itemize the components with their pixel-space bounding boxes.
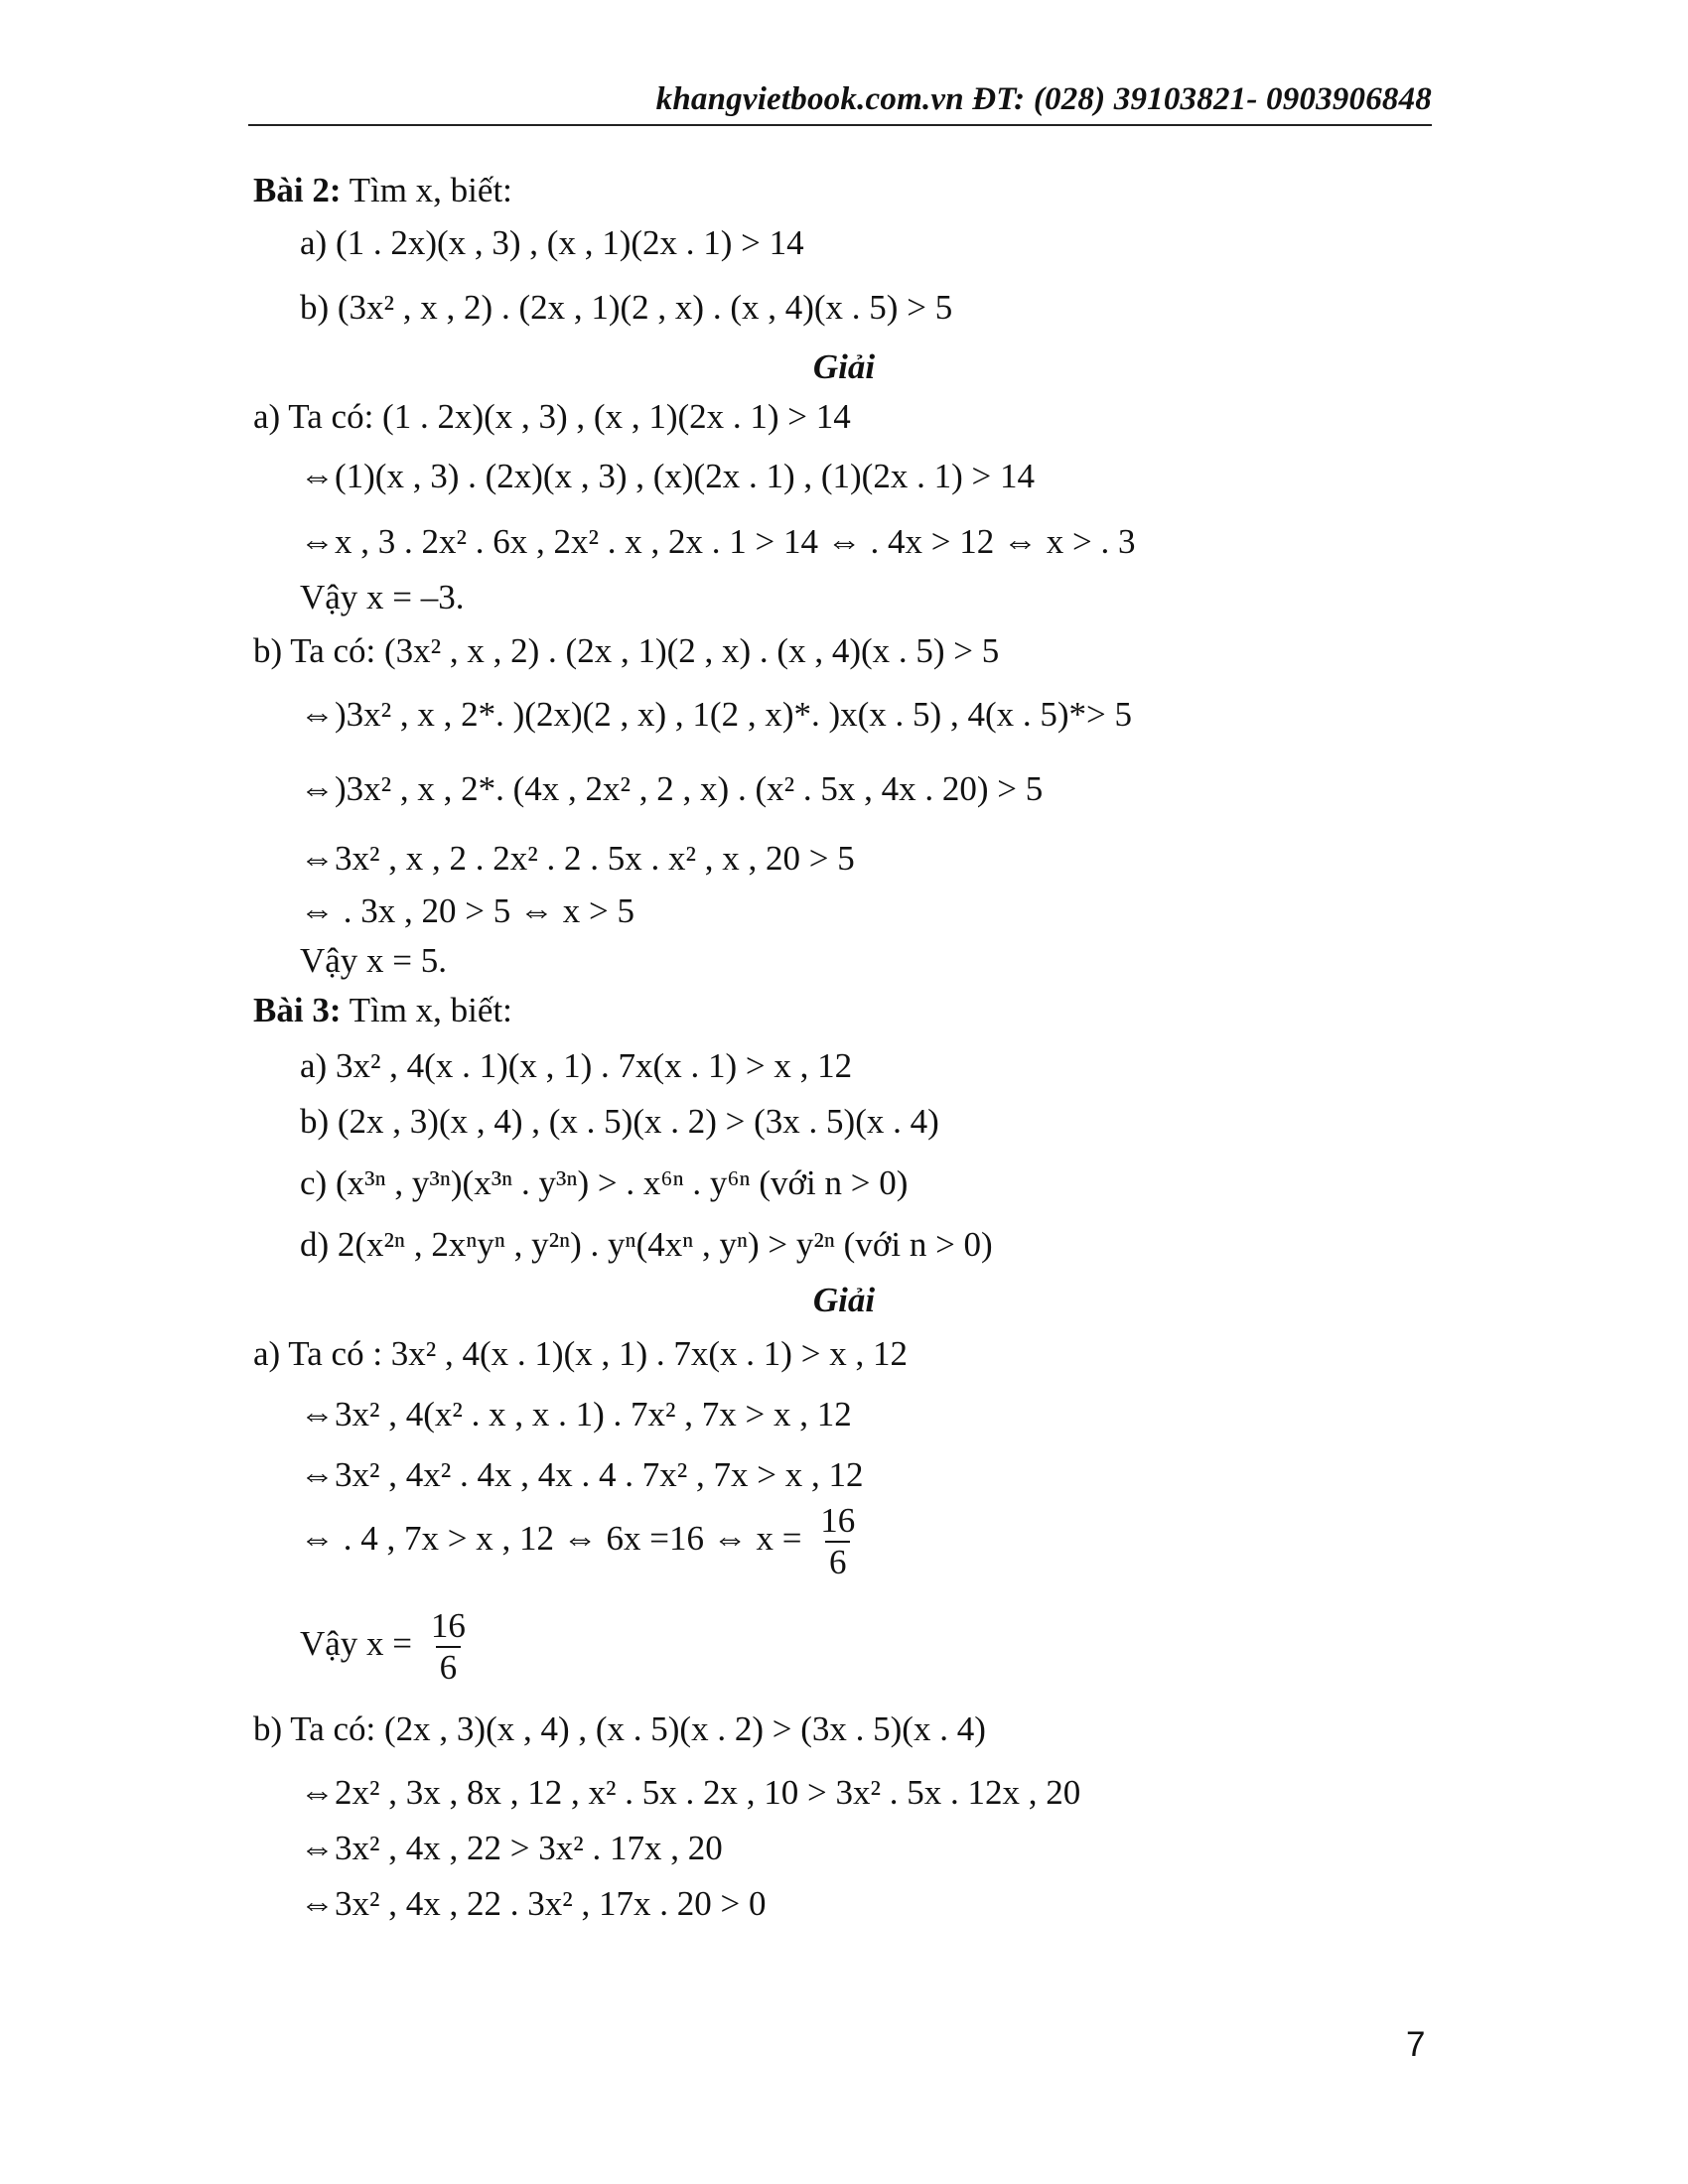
bai3-solution-heading: Giải	[812, 1281, 876, 1319]
bai3-sol-a-line: ⇔3x² , 4x² . 4x , 4x . 4 . 7x² , 7x > x , 12	[300, 1455, 864, 1494]
bai3-sol-a-fraction-line	[300, 1501, 859, 1582]
bai2-sol-a-line: ⇔(1)(x , 3) . (2x)(x , 3) , (x)(2x . 1) , (1)(2x . 1) > 14	[300, 457, 1035, 495]
bai2-sol-a-line: ⇔x , 3 . 2x² . 6x , 2x² . x , 2x . 1 > 14 ⇔ . 4x > 12 ⇔ x > . 3	[300, 522, 1136, 561]
fraction	[427, 1606, 470, 1688]
fraction-line-prefix: ⇔ . 4 , 7x > x , 12 ⇔ 6x =16 ⇔ x =	[300, 1519, 802, 1559]
bai2-sol-b-line: ⇔)3x² , x , 2*. (4x , 2x² , 2 , x) . (x² . 5x , 4x . 20) > 5	[300, 769, 1044, 808]
bai2-sol-b-line: ⇔3x² , x , 2 . 2x² . 2 . 5x . x² , x , 20 > 5	[300, 839, 855, 878]
bai3-sol-b-line: ⇔3x² , 4x , 22 . 3x² , 17x . 20 > 0	[300, 1884, 767, 1923]
bai2-sol-b-line: ⇔)3x² , x , 2*. )(2x)(2 , x) , 1(2 , x)*. )x(x . 5) , 4(x . 5)*> 5	[300, 695, 1133, 734]
fraction-denominator: 6	[436, 1646, 462, 1688]
fraction-denominator: 6	[825, 1541, 851, 1582]
bai2-sol-b-line: ⇔ . 3x , 20 > 5 ⇔ x > 5	[300, 891, 634, 930]
bai3-item-c: c) (x³ⁿ , y³ⁿ)(x³ⁿ . y³ⁿ) > . x⁶ⁿ . y⁶ⁿ (với n > 0)	[300, 1163, 909, 1202]
bai3-sol-b-line: b) Ta có: (2x , 3)(x , 4) , (x . 5)(x . 2) > (3x . 5)(x . 4)	[253, 1709, 986, 1748]
bai2-item-a: a) (1 . 2x)(x , 3) , (x , 1)(2x . 1) > 14	[300, 223, 804, 262]
bai3-prompt: Tìm x, biết:	[341, 991, 512, 1029]
header-rule	[248, 124, 1432, 126]
fraction-numerator: 16	[820, 1501, 856, 1540]
bai2-label: Bài 2:	[253, 171, 342, 209]
bai3-label: Bài 3:	[253, 991, 342, 1029]
bai3-item-d: d) 2(x²ⁿ , 2xⁿyⁿ , y²ⁿ) . yⁿ(4xⁿ , yⁿ) > y²ⁿ (với n > 0)	[300, 1225, 993, 1264]
bai2-sol-b-conclusion: Vậy x = 5.	[300, 941, 448, 980]
bai3-sol-b-line: ⇔2x² , 3x , 8x , 12 , x² . 5x . 2x , 10 > 3x² . 5x . 12x , 20	[300, 1773, 1081, 1812]
bai3-item-a: a) 3x² , 4(x . 1)(x , 1) . 7x(x . 1) > x , 12	[300, 1046, 853, 1085]
bai2-prompt: Tìm x, biết:	[341, 171, 512, 209]
bai3-sol-a-conclusion	[300, 1606, 470, 1688]
bai2-solution-heading: Giải	[812, 347, 876, 386]
bai2-sol-a-line: a) Ta có: (1 . 2x)(x , 3) , (x , 1)(2x . 1) > 14	[253, 397, 851, 436]
bai3-item-b: b) (2x , 3)(x , 4) , (x . 5)(x . 2) > (3x . 5)(x . 4)	[300, 1102, 939, 1141]
bai3-sol-a-line: a) Ta có : 3x² , 4(x . 1)(x , 1) . 7x(x . 1) > x , 12	[253, 1334, 908, 1373]
bai2-sol-b-line: b) Ta có: (3x² , x , 2) . (2x , 1)(2 , x) . (x , 4)(x . 5) > 5	[253, 631, 1000, 670]
conclusion-prefix: Vậy x =	[300, 1624, 413, 1664]
bai2-sol-a-conclusion: Vậy x = –3.	[300, 578, 465, 616]
page-header: khangvietbook.com.vn ĐT: (028) 39103821- 0903906848	[655, 81, 1432, 117]
bai3-sol-a-line: ⇔3x² , 4(x² . x , x . 1) . 7x² , 7x > x , 12	[300, 1395, 852, 1433]
bai3-heading	[253, 991, 512, 1030]
bai2-item-b: b) (3x² , x , 2) . (2x , 1)(2 , x) . (x , 4)(x . 5) > 5	[300, 288, 953, 327]
page-number: 7	[1406, 2025, 1426, 2064]
fraction	[816, 1501, 859, 1582]
bai2-heading	[253, 171, 512, 210]
fraction-numerator: 16	[430, 1606, 466, 1645]
bai3-sol-b-line: ⇔3x² , 4x , 22 > 3x² . 17x , 20	[300, 1829, 723, 1867]
